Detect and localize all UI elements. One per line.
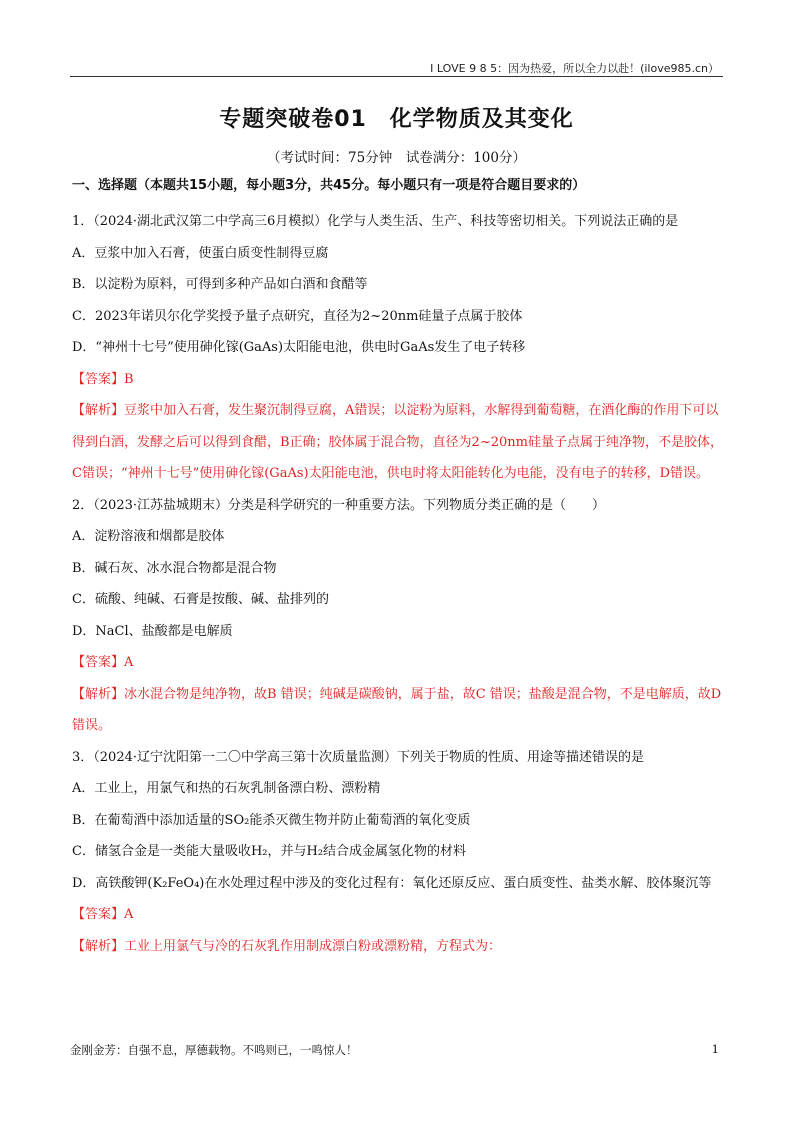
analysis-label: 【解析】 — [72, 686, 125, 702]
option-c: C．2023年诺贝尔化学奖授予量子点研究，直径为2~20nm硅量子点属于胶体 — [72, 308, 523, 324]
footer-motto: 金刚金芳：自强不息，厚德载物。不鸣则已，一鸣惊人！ — [70, 1043, 358, 1057]
option-d: D．NaCl、盐酸都是电解质 — [72, 623, 233, 639]
header-text: I LOVE 9 8 5：因为热爱，所以全力以赴！(ilove985.cn） — [430, 62, 719, 75]
option-a: A．淀粉溶液和烟都是胶体 — [72, 529, 225, 544]
question-3 — [72, 742, 724, 963]
analysis-text: 冰水混合物是纯净物，故B 错误；纯碱是碳酸钠，属于盐，故C 错误；盐酸是混合物，不是电解质，故D 错误。 — [72, 686, 722, 733]
option-d: D．“神州十七号”使用砷化镓(GaAs)太阳能电池，供电时GaAs发生了电子转移 — [72, 340, 526, 355]
option-b: B．在葡萄酒中添加适量的SO₂能杀灭微生物并防止葡萄酒的氧化变质 — [72, 812, 471, 828]
question-stem: 1．（2024·湖北武汉第二中学高三6月模拟）化学与人类生活、生产、科技等密切相关。下列说法正确的是 — [72, 214, 679, 229]
answer-value: A — [124, 907, 134, 922]
question-2 — [72, 490, 724, 742]
answer-label: 【答案】 — [72, 907, 125, 922]
analysis-label: 【解析】 — [72, 403, 125, 418]
option-c: C．硫酸、纯碱、石膏是按酸、碱、盐排列的 — [72, 592, 329, 607]
analysis — [72, 931, 724, 963]
section-heading: 一、选择题（本题共15小题，每小题3分，共45分。每小题只有一项是符合题目要求的） — [72, 178, 586, 193]
option-b: B．碱石灰、冰水混合物都是混合物 — [72, 560, 277, 576]
question-stem: 2．（2023·江苏盐城期末）分类是科学研究的一种重要方法。下列物质分类正确的是（ ） — [72, 497, 605, 513]
option-b: B．以淀粉为原料，可得到多种产品如白酒和食醋等 — [72, 277, 368, 292]
option-d: D．高铁酸钾(K₂FeO₄)在水处理过程中涉及的变化过程有：氧化还原反应、蛋白质变性、盐类水解、胶体聚沉等 — [72, 875, 712, 891]
header-divider — [70, 76, 723, 77]
answer-line — [72, 647, 724, 679]
exam-info: （考试时间：75分钟 试卷满分：100分） — [267, 150, 526, 166]
answer-line — [72, 364, 724, 396]
analysis-text: 工业上用氯气与冷的石灰乳作用制成漂白粉或漂粉精，方程式为： — [124, 938, 502, 954]
analysis — [72, 679, 724, 742]
question-stem: 3．（2024·辽宁沈阳第一二〇中学高三第十次质量监测）下列关于物质的性质、用途等描述错误的是 — [72, 749, 644, 765]
page-number: 1 — [711, 1042, 719, 1056]
option-a: A．豆浆中加入石膏，使蛋白质变性制得豆腐 — [72, 245, 329, 261]
analysis-label: 【解析】 — [72, 938, 125, 954]
answer-label: 【答案】 — [72, 371, 125, 387]
answer-value: B — [124, 371, 134, 387]
answer-label: 【答案】 — [72, 655, 125, 670]
option-c: C．储氢合金是一类能大量吸收H₂，并与H₂结合成金属氢化物的材料 — [72, 844, 467, 859]
question-1 — [72, 206, 724, 490]
exam-content — [72, 174, 724, 962]
page-title: 专题突破卷01 化学物质及其变化 — [219, 107, 574, 132]
answer-value: A — [124, 655, 134, 670]
answer-line — [72, 899, 724, 931]
analysis — [72, 395, 724, 490]
analysis-text: 豆浆中加入石膏，发生聚沉制得豆腐，A错误；以淀粉为原料，水解得到葡萄糖，在酒化酶的作用下可以得到白酒，发酵之后可以得到食醋，B正确；胶体属于混合物，直径为2~20nm硅量子点属于纯净物，不是胶体，C错误；“神州十七号”使用砷化镓(GaAs)太阳能电池，供电时将太阳能转化为电能，没有电子的转移，D错误。 — [72, 403, 723, 481]
option-a: A．工业上，用氯气和热的石灰乳制备漂白粉、漂粉精 — [72, 781, 381, 796]
